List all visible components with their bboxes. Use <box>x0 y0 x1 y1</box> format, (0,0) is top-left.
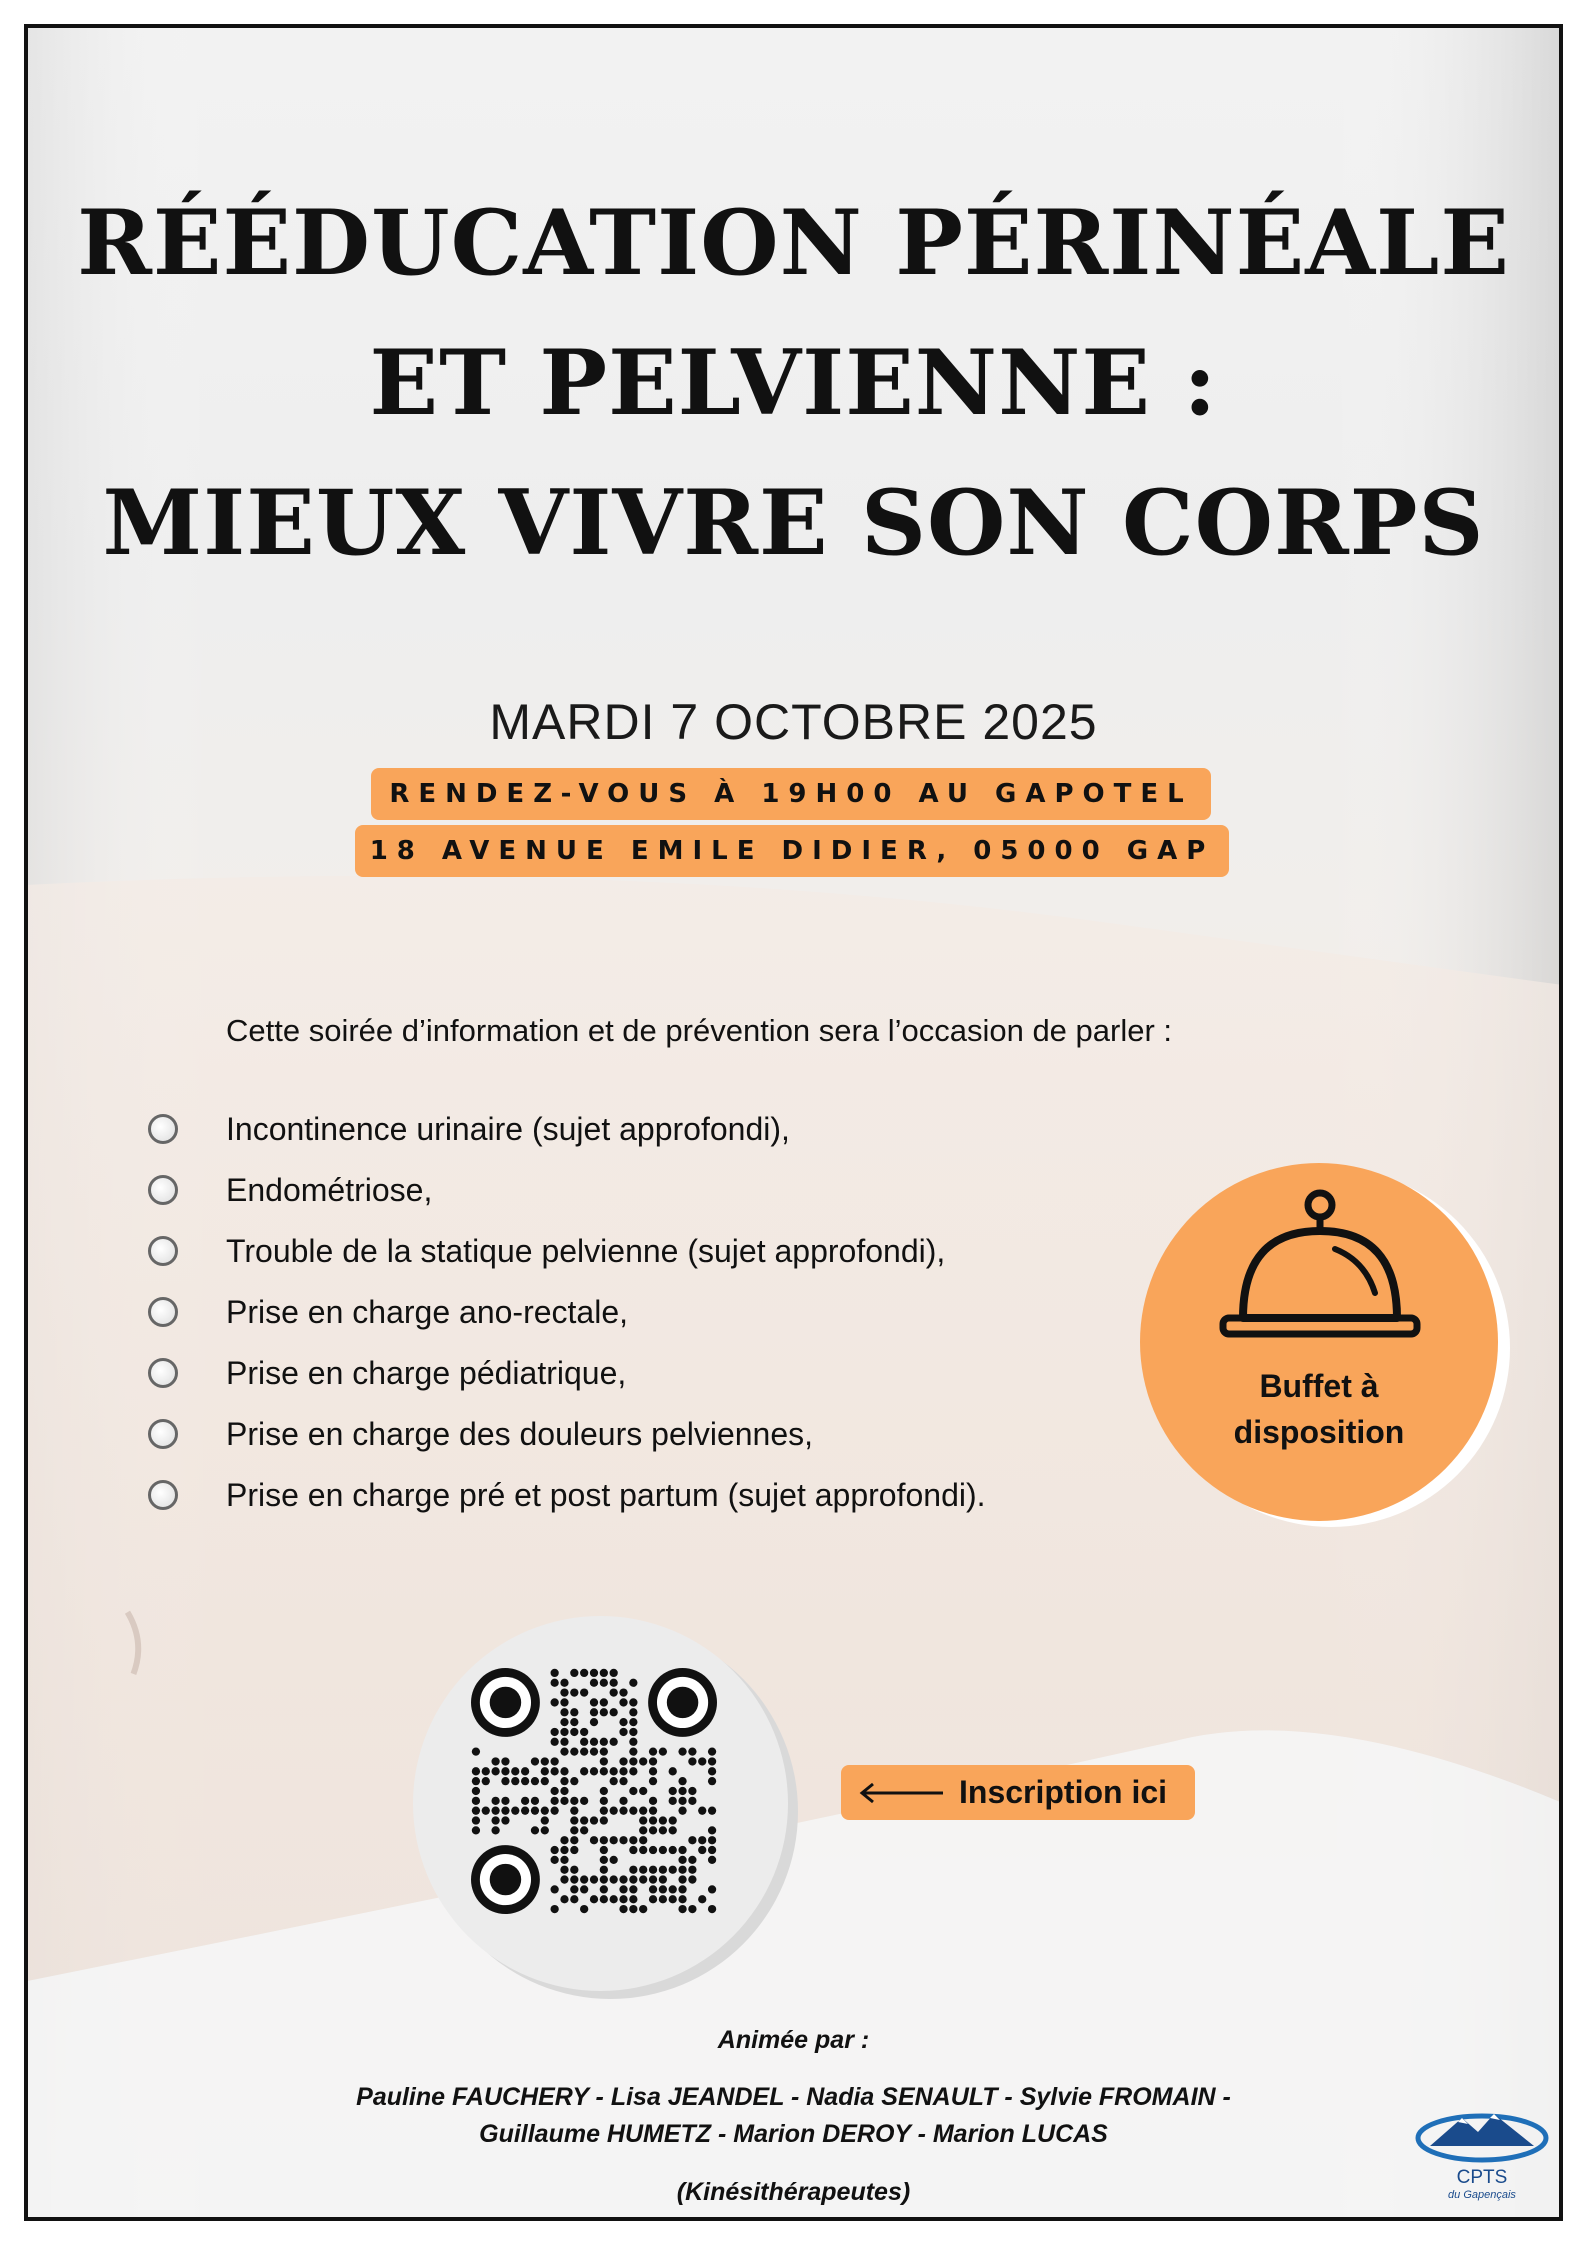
bullet-circle-icon <box>148 1236 178 1266</box>
buffet-badge <box>1140 1163 1498 1521</box>
logo-subtitle: du Gapençais <box>1448 2189 1516 2201</box>
topic-label: Prise en charge ano-rectale, <box>226 1294 628 1330</box>
buffet-label <box>1140 1363 1498 1455</box>
topic-label: Endométriose, <box>226 1172 433 1208</box>
event-date: MARDI 7 OCTOBRE 2025 <box>489 694 1098 750</box>
animee-par-label: Animée par : <box>717 2026 870 2054</box>
title-line-1: RÉÉDUCATION PÉRINÉALE <box>77 190 1510 296</box>
bullet-circle-icon <box>148 1358 178 1388</box>
bullet-circle-icon <box>148 1297 178 1327</box>
qr-code[interactable] <box>471 1668 717 1914</box>
rendezvous-badge: RENDEZ-VOUS À 19H00 AU GAPOTEL <box>371 768 1211 820</box>
bullet-circle-icon <box>148 1480 178 1510</box>
address-badge: 18 AVENUE EMILE DIDIER, 05000 GAP <box>355 825 1229 877</box>
intro-text: Cette soirée d’information et de prévention sera l’occasion de parler : <box>226 1013 1173 1048</box>
cpts-logo <box>1412 2098 1552 2208</box>
logo-name: CPTS <box>1456 2167 1508 2188</box>
topic-label: Prise en charge pré et post partum (sujet approfondi). <box>226 1477 986 1513</box>
title-line-3: MIEUX VIVRE SON CORPS <box>102 470 1485 576</box>
bullet-circle-icon <box>148 1175 178 1205</box>
qr-code-disc <box>413 1616 788 1991</box>
topic-label: Prise en charge des douleurs pelviennes, <box>226 1416 814 1452</box>
bullet-circle-icon <box>148 1419 178 1449</box>
topic-label: Prise en charge pédiatrique, <box>226 1355 627 1391</box>
speakers-role: (Kinésithérapeutes) <box>676 2178 911 2206</box>
inscription-label: Inscription ici <box>959 1774 1168 1810</box>
cloche-icon <box>1215 1183 1425 1353</box>
topic-label: Trouble de la statique pelvienne (sujet approfondi), <box>226 1233 946 1269</box>
poster-title <box>28 173 1559 593</box>
topic-label: Incontinence urinaire (sujet approfondi), <box>226 1111 790 1147</box>
inscription-button[interactable] <box>841 1765 1195 1820</box>
speakers-line-1: Pauline FAUCHERY - Lisa JEANDEL - Nadia SENAULT - Sylvie FROMAIN - <box>356 2083 1231 2111</box>
buffet-line-1: Buffet à <box>1259 1368 1379 1404</box>
arrow-left-icon <box>859 1782 945 1804</box>
title-line-2: ET PELVIENNE : <box>369 330 1218 436</box>
speakers-line-2: Guillaume HUMETZ - Marion DEROY - Marion LUCAS <box>479 2120 1108 2148</box>
bullet-circle-icon <box>148 1114 178 1144</box>
mountain-logo-icon <box>1412 2098 1552 2168</box>
poster <box>24 24 1563 2221</box>
buffet-line-2: disposition <box>1233 1414 1405 1450</box>
